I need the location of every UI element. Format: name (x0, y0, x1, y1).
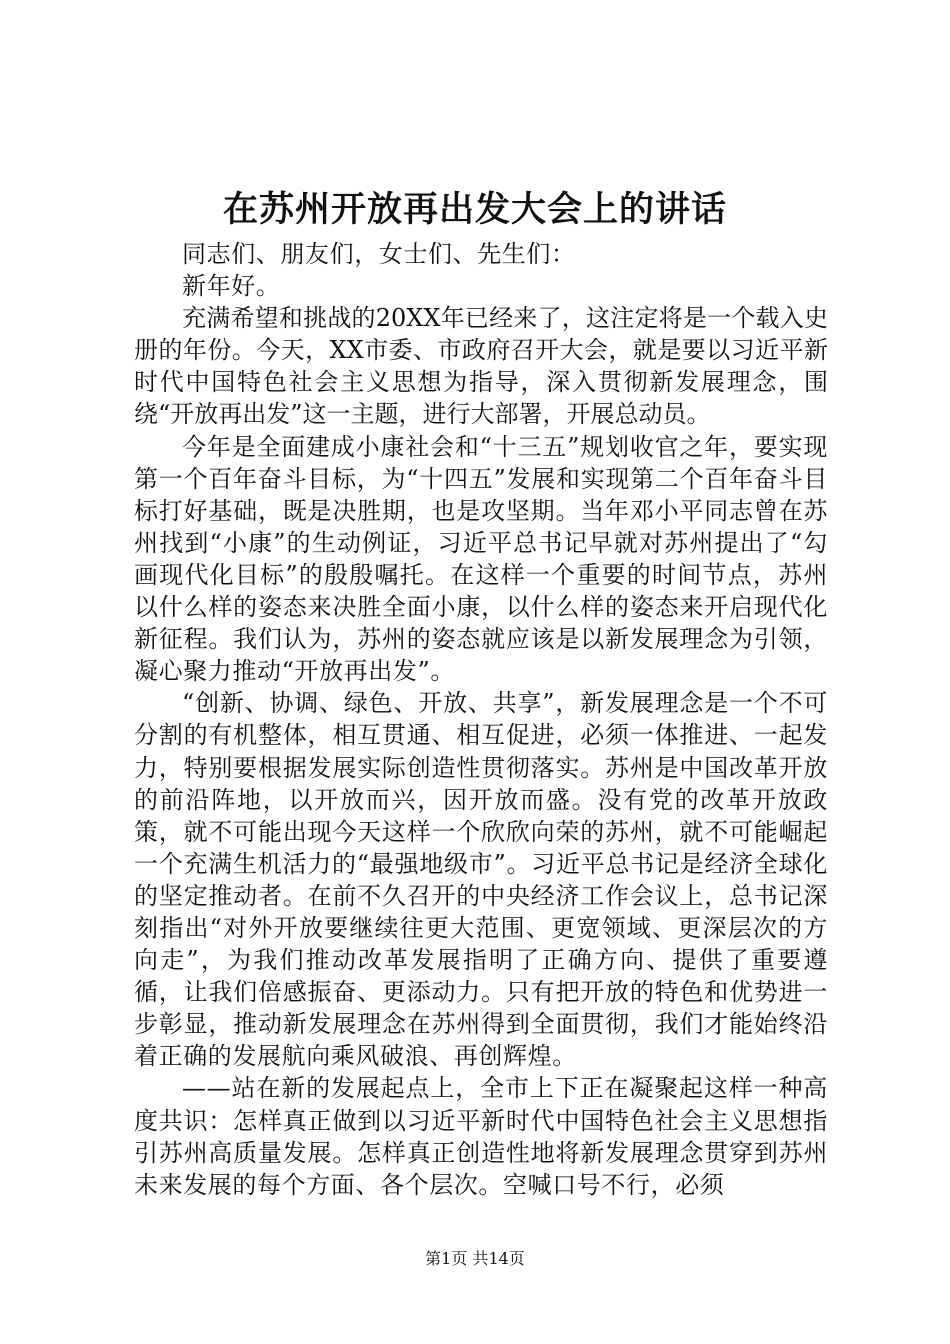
paragraph-consensus: ——站在新的发展起点上，全市上下正在凝聚起这样一种高度共识：怎样真正做到以习近平新时代中国特色社会主义思想指引苏州高质量发展。怎样真正创造性地将新发展理念贯穿到苏州未来发展的每个方面、各个层次。空喊口号不行，必须 (134, 1074, 828, 1199)
paragraph-this-year: 今年是全面建成小康社会和“十三五”规划收官之年，要实现第一个百年奋斗目标，为“十四五”发展和实现第二个百年奋斗目标打好基础，既是决胜期，也是攻坚期。当年邓小平同志曾在苏州找到“小康”的生动例证，习近平总书记早就对苏州提出了“勾画现代化目标”的殷殷嘱托。在这样一个重要的时间节点，苏州以什么样的姿态来决胜全面小康，以什么样的姿态来开启现代化新征程。我们认为，苏州的姿态就应该是以新发展理念为引领，凝心聚力推动“开放再出发”。 (134, 432, 828, 686)
document-title: 在苏州开放再出发大会上的讲话 (222, 189, 727, 230)
paragraph-new-development: “创新、协调、绿色、开放、共享”，新发展理念是一个不可分割的有机整体，相互贯通、相互促进，必须一体推进、一起发力，特别要根据发展实际创造性贯彻落实。苏州是中国改革开放的前沿阵地，以开放而兴，因开放而盛。没有党的改革开放政策，就不可能出现今天这样一个欣欣向荣的苏州，就不可能崛起一个充满生机活力的“最强地级市”。习近平总书记是经济全球化的坚定推动者。在前不久召开的中央经济工作会议上，总书记深刻指出“对外开放要继续往更大范围、更宽领域、更深层次的方向走”，为我们推动改革发展指明了正确方向、提供了重要遵循，让我们倍感振奋、更添动力。只有把开放的特色和优势进一步彰显，推动新发展理念在苏州得到全面贯彻，我们才能始终沿着正确的发展航向乘风破浪、再创辉煌。 (134, 689, 828, 1071)
paragraph-greeting: 新年好。 (182, 272, 281, 301)
document-body (134, 238, 828, 1201)
paragraph-salutation: 同志们、朋友们，女士们、先生们： (182, 240, 576, 268)
paragraph-intro: 充满希望和挑战的20XX年已经来了，这注定将是一个载入史册的年份。今天，XX市委、市政府召开大会，就是要以习近平新时代中国特色社会主义思想为指导，深入贯彻新发展理念，围绕“开放再出发”这一主题，进行大部署，开展总动员。 (134, 304, 828, 429)
page-number-footer: 第1页 共14页 (425, 1249, 525, 1268)
